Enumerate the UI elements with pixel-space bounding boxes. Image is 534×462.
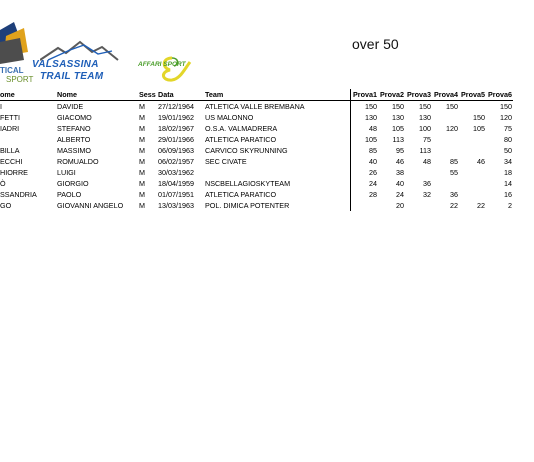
header-prova4: Prova4 [432, 89, 459, 101]
cell-nome: GIORGIO [57, 179, 89, 188]
cell-prova6: 50 [504, 146, 512, 155]
cell-prova3: 36 [423, 179, 431, 188]
header-prova2: Prova2 [378, 89, 405, 101]
cell-prova3: 130 [419, 113, 431, 122]
table-row [0, 178, 513, 189]
cell-nome: PAOLO [57, 190, 82, 199]
cell-team: CARVICO SKYRUNNING [205, 146, 288, 155]
cell-data: 29/01/1966 [158, 135, 194, 144]
cell-team: ATLETICA PARATICO [205, 190, 277, 199]
cell-prova1: 130 [351, 112, 379, 123]
cell-nome: GIOVANNI ANGELO [57, 201, 124, 210]
cell-prova2: 24 [396, 190, 404, 199]
cell-team: ATLETICA PARATICO [205, 135, 277, 144]
cell-prova4 [432, 178, 459, 189]
cell-cognome: BILLA [0, 146, 20, 155]
cell-prova2: 95 [396, 146, 404, 155]
cell-prova1: 150 [351, 101, 379, 113]
cell-data: 06/09/1963 [158, 146, 194, 155]
cell-prova6: 16 [504, 190, 512, 199]
cell-prova5: 105 [473, 124, 485, 133]
cell-team: SEC CIVATE [205, 157, 247, 166]
cell-nome: ROMUALDO [57, 157, 99, 166]
cell-nome: MASSIMO [57, 146, 91, 155]
cell-sesso: M [139, 124, 145, 133]
club-logo-left [0, 22, 34, 84]
header-team: Team [205, 89, 351, 101]
cell-prova5 [459, 167, 486, 178]
cell-prova4: 120 [446, 124, 458, 133]
header-cognome: ome [0, 89, 57, 101]
mountain-logo-icon [0, 22, 30, 72]
cell-prova6: 120 [500, 113, 512, 122]
cell-prova3: 150 [419, 102, 431, 111]
cell-prova1: 105 [351, 134, 379, 145]
cell-cognome: GO [0, 201, 12, 210]
cell-cognome: IADRI [0, 124, 20, 133]
cell-prova5: 150 [473, 113, 485, 122]
cell-sesso: M [139, 201, 145, 210]
cell-data: 18/04/1959 [158, 179, 194, 188]
cell-cognome: FETTI [0, 113, 20, 122]
cell-prova2: 105 [392, 124, 404, 133]
cell-prova3: 32 [423, 190, 431, 199]
cell-nome: STEFANO [57, 124, 91, 133]
header-sesso: Sess [139, 89, 158, 101]
cell-prova5 [459, 189, 486, 200]
cell-prova1: 40 [351, 156, 379, 167]
table-row [0, 123, 513, 134]
results-table [0, 89, 513, 211]
table-row [0, 112, 513, 123]
cell-sesso: M [139, 135, 145, 144]
header-prova6: Prova6 [486, 89, 513, 101]
cell-cognome: SSANDRIA [0, 190, 37, 199]
cell-prova3: 100 [419, 124, 431, 133]
valsassina-trail-team-logo [30, 40, 140, 84]
affari-sport-logo [138, 54, 216, 84]
cell-prova3 [405, 200, 432, 211]
cell-data: 19/01/1962 [158, 113, 194, 122]
cell-prova6: 34 [504, 157, 512, 166]
cell-prova6: 18 [504, 168, 512, 177]
cell-prova1: 24 [351, 178, 379, 189]
sheet-title: over 50 [352, 36, 399, 52]
cell-prova1: 85 [351, 145, 379, 156]
cell-team: US MALONNO [205, 113, 254, 122]
cell-prova5: 22 [477, 201, 485, 210]
cell-prova1: 26 [351, 167, 379, 178]
cell-prova1: 48 [351, 123, 379, 134]
ampersand-swirl-icon [158, 54, 198, 82]
table-row [0, 189, 513, 200]
cell-prova2: 46 [396, 157, 404, 166]
cell-nome: LUIGI [57, 168, 76, 177]
cell-prova3: 48 [423, 157, 431, 166]
cell-cognome: Ò [0, 179, 6, 188]
cell-prova6: 80 [504, 135, 512, 144]
cell-prova4: 85 [450, 157, 458, 166]
cell-sesso: M [139, 102, 145, 111]
cell-prova2: 113 [392, 135, 404, 144]
cell-prova2: 20 [396, 201, 404, 210]
cell-team: POL. DIMICA POTENTER [205, 201, 290, 210]
cell-data: 06/02/1957 [158, 157, 194, 166]
logo-affari-sport-text: AFFARI SPORT [138, 61, 186, 68]
cell-prova1: 28 [351, 189, 379, 200]
cell-prova6: 14 [504, 179, 512, 188]
cell-prova4: 55 [450, 168, 458, 177]
cell-cognome: ECCHI [0, 157, 23, 166]
cell-prova6: 75 [504, 124, 512, 133]
cell-prova1 [351, 200, 379, 211]
logo-valsassina-text: VALSASSINA [32, 59, 99, 70]
cell-team: ATLETICA VALLE BREMBANA [205, 102, 305, 111]
logo-trail-team-text: TRAIL TEAM [40, 71, 104, 82]
cell-nome: DAVIDE [57, 102, 84, 111]
cell-prova2: 130 [392, 113, 404, 122]
table-row [0, 156, 513, 167]
header-prova3: Prova3 [405, 89, 432, 101]
cell-team [205, 167, 351, 178]
table-row [0, 145, 513, 156]
cell-prova4: 150 [446, 102, 458, 111]
header-nome: Nome [57, 89, 139, 101]
cell-prova4 [432, 134, 459, 145]
cell-prova5 [459, 178, 486, 189]
header-prova5: Prova5 [459, 89, 486, 101]
cell-data: 01/07/1951 [158, 190, 194, 199]
cell-nome: GIACOMO [57, 113, 92, 122]
cell-prova5 [459, 145, 486, 156]
cell-prova4: 22 [450, 201, 458, 210]
table-row [0, 134, 513, 145]
cell-cognome [0, 134, 57, 145]
cell-sesso: M [139, 113, 145, 122]
cell-sesso: M [139, 179, 145, 188]
logo-left-line2: SPORT [6, 75, 34, 84]
table-header-row [0, 89, 513, 101]
cell-prova3: 75 [423, 135, 431, 144]
cell-prova4: 36 [450, 190, 458, 199]
cell-cognome: HIORRE [0, 168, 28, 177]
table-row [0, 200, 513, 211]
cell-prova4 [432, 112, 459, 123]
cell-prova2: 40 [396, 179, 404, 188]
cell-nome: ALBERTO [57, 135, 91, 144]
cell-cognome: I [0, 102, 2, 111]
cell-prova5: 46 [477, 157, 485, 166]
cell-sesso: M [139, 168, 145, 177]
cell-sesso: M [139, 146, 145, 155]
table-row [0, 167, 513, 178]
cell-prova6: 2 [508, 201, 512, 210]
cell-data: 13/03/1963 [158, 201, 194, 210]
cell-prova6: 150 [500, 102, 512, 111]
cell-data: 27/12/1964 [158, 102, 194, 111]
cell-prova5 [459, 101, 486, 113]
cell-prova2: 38 [396, 168, 404, 177]
header-prova1: Prova1 [351, 89, 379, 101]
cell-prova3 [405, 167, 432, 178]
header-data: Data [158, 89, 205, 101]
results-body [0, 101, 513, 212]
cell-prova5 [459, 134, 486, 145]
logo-left-line1: TICAL [0, 66, 24, 75]
cell-team: O.S.A. VALMADRERA [205, 124, 278, 133]
cell-sesso: M [139, 190, 145, 199]
cell-prova2: 150 [392, 102, 404, 111]
cell-prova4 [432, 145, 459, 156]
cell-team: NSCBELLAGIOSKYTEAM [205, 179, 291, 188]
table-row [0, 101, 513, 113]
cell-data: 30/03/1962 [158, 168, 194, 177]
cell-sesso: M [139, 157, 145, 166]
cell-data: 18/02/1967 [158, 124, 194, 133]
cell-prova3: 113 [419, 146, 431, 155]
